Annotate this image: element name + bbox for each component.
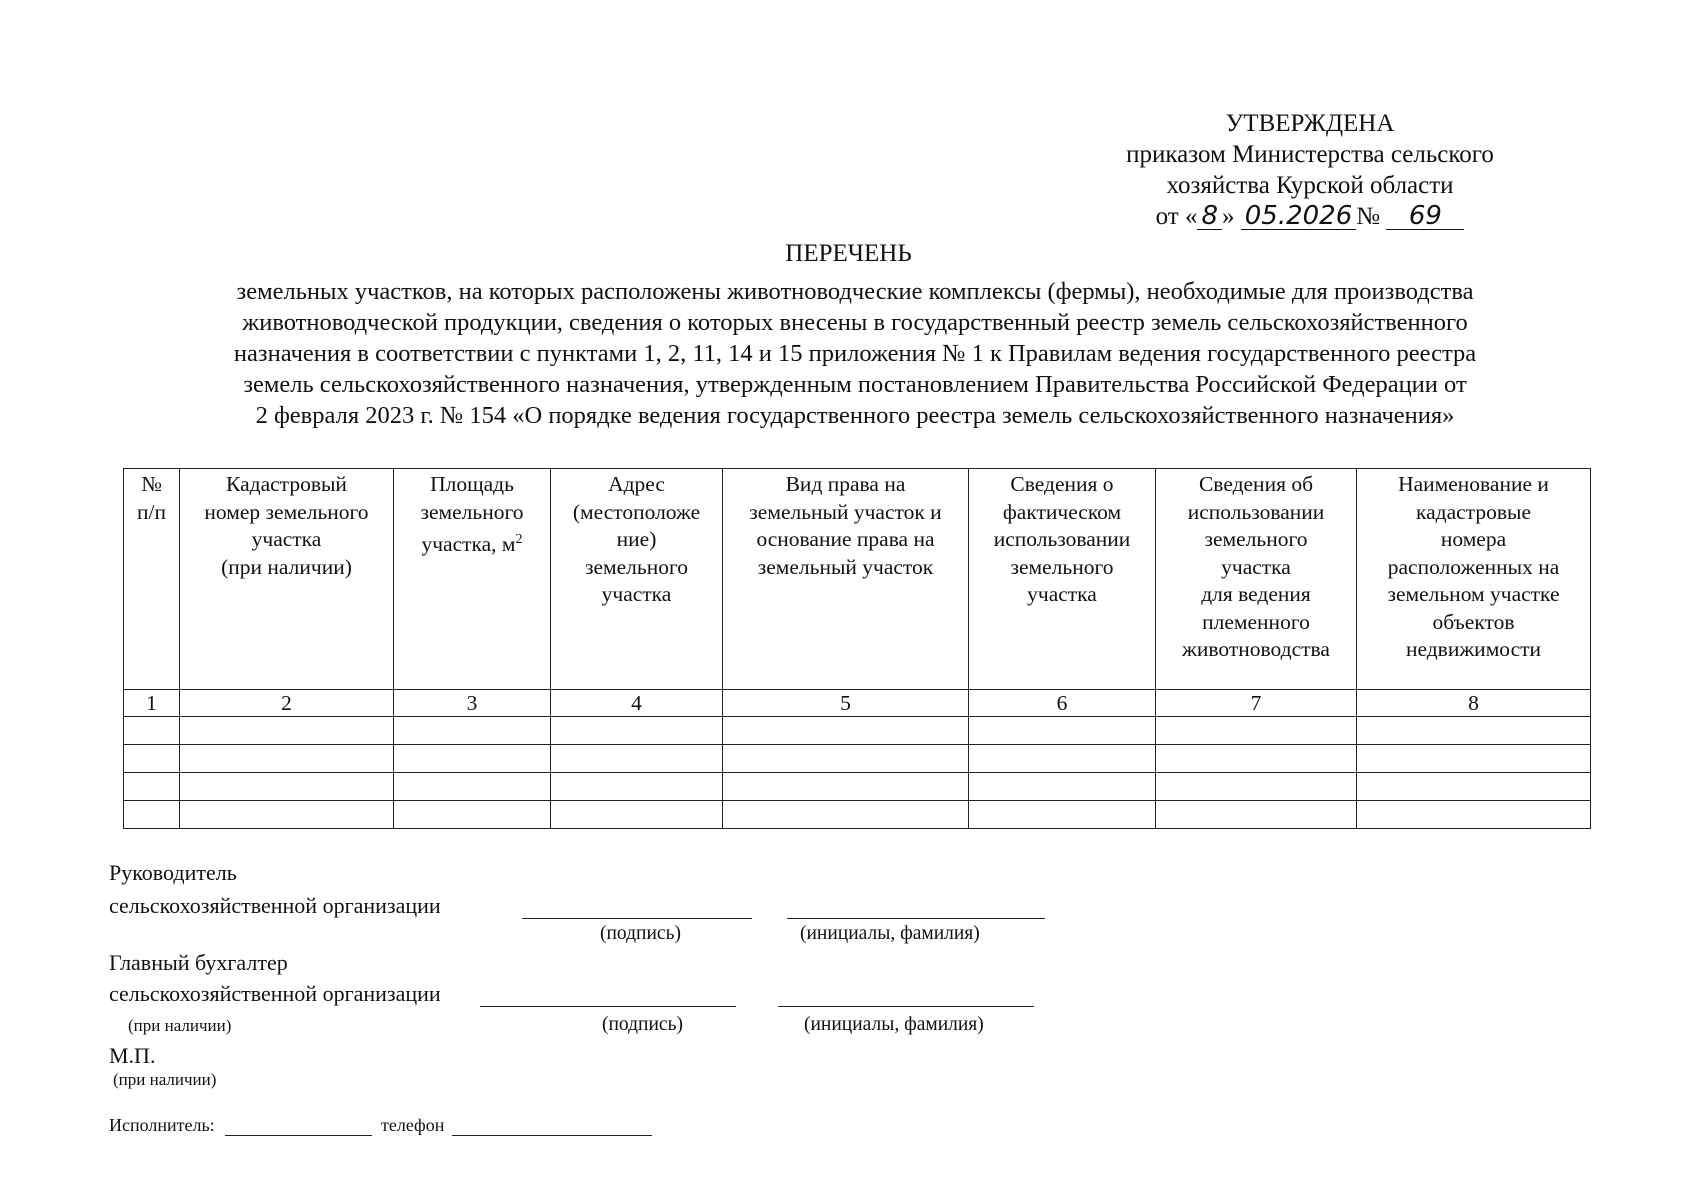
- subtitle-line: животноводческой продукции, сведения о которых внесены в государственный реестр земель сельскохозяйственного: [242, 309, 1468, 336]
- table-cell: [551, 717, 723, 745]
- table-cell: [1156, 801, 1357, 829]
- table-cell: [723, 773, 969, 801]
- table-cell: [969, 773, 1156, 801]
- header-cell-area: Площадь земельного участка, $м^2$: [394, 469, 551, 690]
- table-cell: [124, 801, 180, 829]
- header-cell-right-type: Вид права на земельный участок и основание права на земельный участок: [723, 469, 969, 690]
- column-number: 2: [180, 690, 394, 717]
- subtitle-line: назначения в соответствии с пунктами 1, 2, 11, 14 и 15 приложения № 1 к Правилам ведения государственного реестра: [233, 340, 1477, 367]
- table-cell: [723, 801, 969, 829]
- table-row: [124, 801, 1591, 829]
- table-cell: [1156, 773, 1357, 801]
- date-mid: »: [1222, 203, 1235, 230]
- column-number: 8: [1357, 690, 1591, 717]
- phone-label: телефон: [381, 1115, 445, 1135]
- phone-line: [452, 1135, 652, 1136]
- seal-label: М.П.: [109, 1043, 156, 1068]
- table-cell: [969, 801, 1156, 829]
- column-number: 5: [723, 690, 969, 717]
- accountant-signature-caption: (подпись): [602, 1014, 683, 1035]
- number-label: №: [1356, 203, 1381, 230]
- approval-block: [1100, 108, 1520, 232]
- column-number-row: [124, 690, 1591, 717]
- column-number: 6: [969, 690, 1156, 717]
- accountant-name-caption: (инициалы, фамилия): [804, 1014, 984, 1035]
- table-cell: [551, 745, 723, 773]
- table-cell: [1357, 773, 1591, 801]
- header-cell-address: Адрес (местоположе ние) земельного участка: [551, 469, 723, 690]
- table-cell: [1156, 717, 1357, 745]
- approval-order-line2: хозяйства Курской области: [1166, 172, 1454, 199]
- table-cell: [124, 773, 180, 801]
- table-cell: [180, 773, 394, 801]
- land-plots-table: [123, 468, 1591, 829]
- table-cell: [551, 773, 723, 801]
- table-cell: [394, 717, 551, 745]
- head-signature-caption: (подпись): [600, 923, 681, 944]
- head-signature-line: [522, 918, 752, 919]
- head-name-caption: (инициалы, фамилия): [800, 923, 980, 944]
- table-cell: [1357, 717, 1591, 745]
- table-cell: [1357, 801, 1591, 829]
- approval-date-line: [1100, 201, 1520, 232]
- table-cell: [124, 717, 180, 745]
- column-number: 3: [394, 690, 551, 717]
- table-cell: [394, 801, 551, 829]
- approved-heading: УТВЕРЖДЕНА: [1225, 110, 1395, 137]
- date-month-year: 05.2026: [1241, 203, 1357, 230]
- document-subtitle: [110, 276, 1600, 431]
- table-cell: [180, 745, 394, 773]
- document-title: ПЕРЕЧЕНЬ: [785, 240, 912, 267]
- table-cell: [1156, 745, 1357, 773]
- date-day: 8: [1197, 203, 1222, 230]
- accountant-label-line1: Главный бухгалтер: [109, 950, 288, 975]
- accountant-name-line: [778, 1006, 1034, 1007]
- table-cell: [723, 745, 969, 773]
- table-row: [124, 717, 1591, 745]
- header-cell-real-estate-objects: Наименование и кадастровые номера расположенных на земельном участке объектов недвижимости: [1357, 469, 1591, 690]
- accountant-label-line2: сельскохозяйственной организации: [109, 981, 441, 1006]
- head-label-line2: сельскохозяйственной организации: [109, 893, 441, 918]
- approval-order-line1: приказом Министерства сельского: [1126, 141, 1494, 168]
- date-prefix: от «: [1155, 203, 1198, 230]
- header-cell-number: № п/п: [124, 469, 180, 690]
- executor-label: Исполнитель:: [109, 1115, 215, 1135]
- subtitle-line: 2 февраля 2023 г. № 154 «О порядке ведения государственного реестра земель сельскохозяйственного назначения»: [255, 402, 1455, 429]
- column-number: 7: [1156, 690, 1357, 717]
- table-cell: [180, 801, 394, 829]
- table-cell: [723, 717, 969, 745]
- table-cell: [969, 717, 1156, 745]
- header-cell-breeding-use: Сведения об использовании земельного участка для ведения племенного животноводства: [1156, 469, 1357, 690]
- table-cell: [551, 801, 723, 829]
- table-cell: [180, 717, 394, 745]
- table-row: [124, 773, 1591, 801]
- subtitle-line: земель сельскохозяйственного назначения, утвержденным постановлением Правительства Российской Федерации от: [243, 371, 1467, 398]
- column-number: 1: [124, 690, 180, 717]
- accountant-if-any: (при наличии): [128, 1016, 232, 1035]
- subtitle-line: земельных участков, на которых расположены животноводческие комплексы (фермы), необходимые для производства: [236, 278, 1474, 305]
- seal-if-any: (при наличии): [113, 1070, 217, 1089]
- table-cell: [969, 745, 1156, 773]
- column-number: 4: [551, 690, 723, 717]
- head-name-line: [787, 918, 1045, 919]
- executor-line: [225, 1135, 372, 1136]
- area-superscript: 2: [515, 532, 523, 547]
- header-cell-cadastral-number: Кадастровый номер земельного участка (при наличии): [180, 469, 394, 690]
- table-cell: [1357, 745, 1591, 773]
- head-label-line1: Руководитель: [109, 860, 237, 885]
- header-cell-actual-use: Сведения о фактическом использовании земельного участка: [969, 469, 1156, 690]
- table-header-row: [124, 469, 1591, 690]
- table-cell: [394, 745, 551, 773]
- table-cell: [124, 745, 180, 773]
- table-row: [124, 745, 1591, 773]
- order-number: 69: [1386, 203, 1464, 230]
- accountant-signature-line: [480, 1006, 736, 1007]
- table-cell: [394, 773, 551, 801]
